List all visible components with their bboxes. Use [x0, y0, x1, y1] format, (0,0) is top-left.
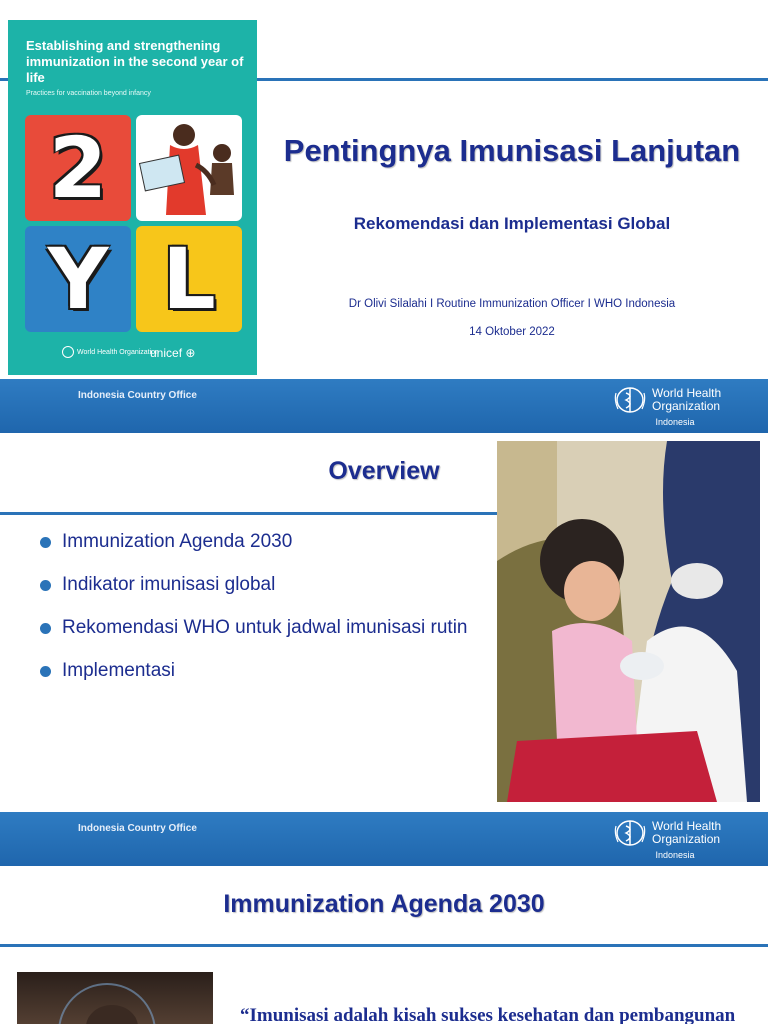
agenda-quote: “Imunisasi adalah kisah sukses kesehatan dan pembangunan	[240, 1005, 736, 1024]
cover-title: Establishing and strengthening immunization in the second year of life	[26, 38, 244, 85]
header-divider	[0, 944, 768, 947]
presenter-info: Dr Olivi Silalahi I Routine Immunization Officer I WHO Indonesia	[348, 298, 676, 310]
footer-office-label: Indonesia Country Office	[78, 823, 197, 834]
header-divider	[0, 512, 497, 515]
list-item: Rekomendasi WHO untuk jadwal imunisasi rutin	[40, 615, 480, 640]
cover-tile-l: L	[136, 226, 242, 332]
book-cover	[8, 20, 257, 375]
who-emblem-icon	[612, 385, 648, 415]
cover-unicef-logo: unicef ⊕	[150, 346, 196, 360]
overview-list	[40, 529, 480, 701]
presentation-title: Pentingnya Imunisasi Lanjutan	[283, 133, 741, 168]
presentation-date: 14 Oktober 2022	[469, 326, 555, 338]
slide-overview	[0, 433, 768, 866]
list-item: Implementasi	[40, 658, 480, 683]
slide-title	[0, 0, 768, 433]
cover-illustration	[136, 115, 242, 221]
who-logo: World Health Organization Indonesia	[612, 383, 742, 429]
who-emblem-icon	[612, 818, 648, 848]
cover-subtitle: Practices for vaccination beyond infancy	[26, 90, 151, 97]
slide-footer	[0, 379, 768, 433]
slide-agenda	[0, 866, 768, 1024]
footer-office-label: Indonesia Country Office	[78, 390, 197, 401]
agenda-title: Immunization Agenda 2030	[223, 890, 545, 918]
bullet-icon	[40, 666, 51, 677]
cover-tile-y: Y	[25, 226, 131, 332]
overview-title: Overview	[328, 457, 440, 485]
presentation-subtitle: Rekomendasi dan Implementasi Global	[353, 214, 671, 233]
agenda-photo	[17, 972, 213, 1024]
cover-who-logo: World Health Organization	[62, 346, 159, 358]
bullet-icon	[40, 580, 51, 591]
list-item: Immunization Agenda 2030	[40, 529, 480, 554]
unicef-emblem-icon: ⊕	[182, 346, 196, 360]
slide-footer	[0, 812, 768, 866]
list-item: Indikator imunisasi global	[40, 572, 480, 597]
cover-tile-2: 2	[25, 115, 131, 221]
who-mini-emblem-icon	[62, 346, 74, 358]
vaccination-photo	[497, 441, 760, 802]
bullet-icon	[40, 537, 51, 548]
bullet-icon	[40, 623, 51, 634]
who-logo: World Health Organization Indonesia	[612, 816, 742, 862]
